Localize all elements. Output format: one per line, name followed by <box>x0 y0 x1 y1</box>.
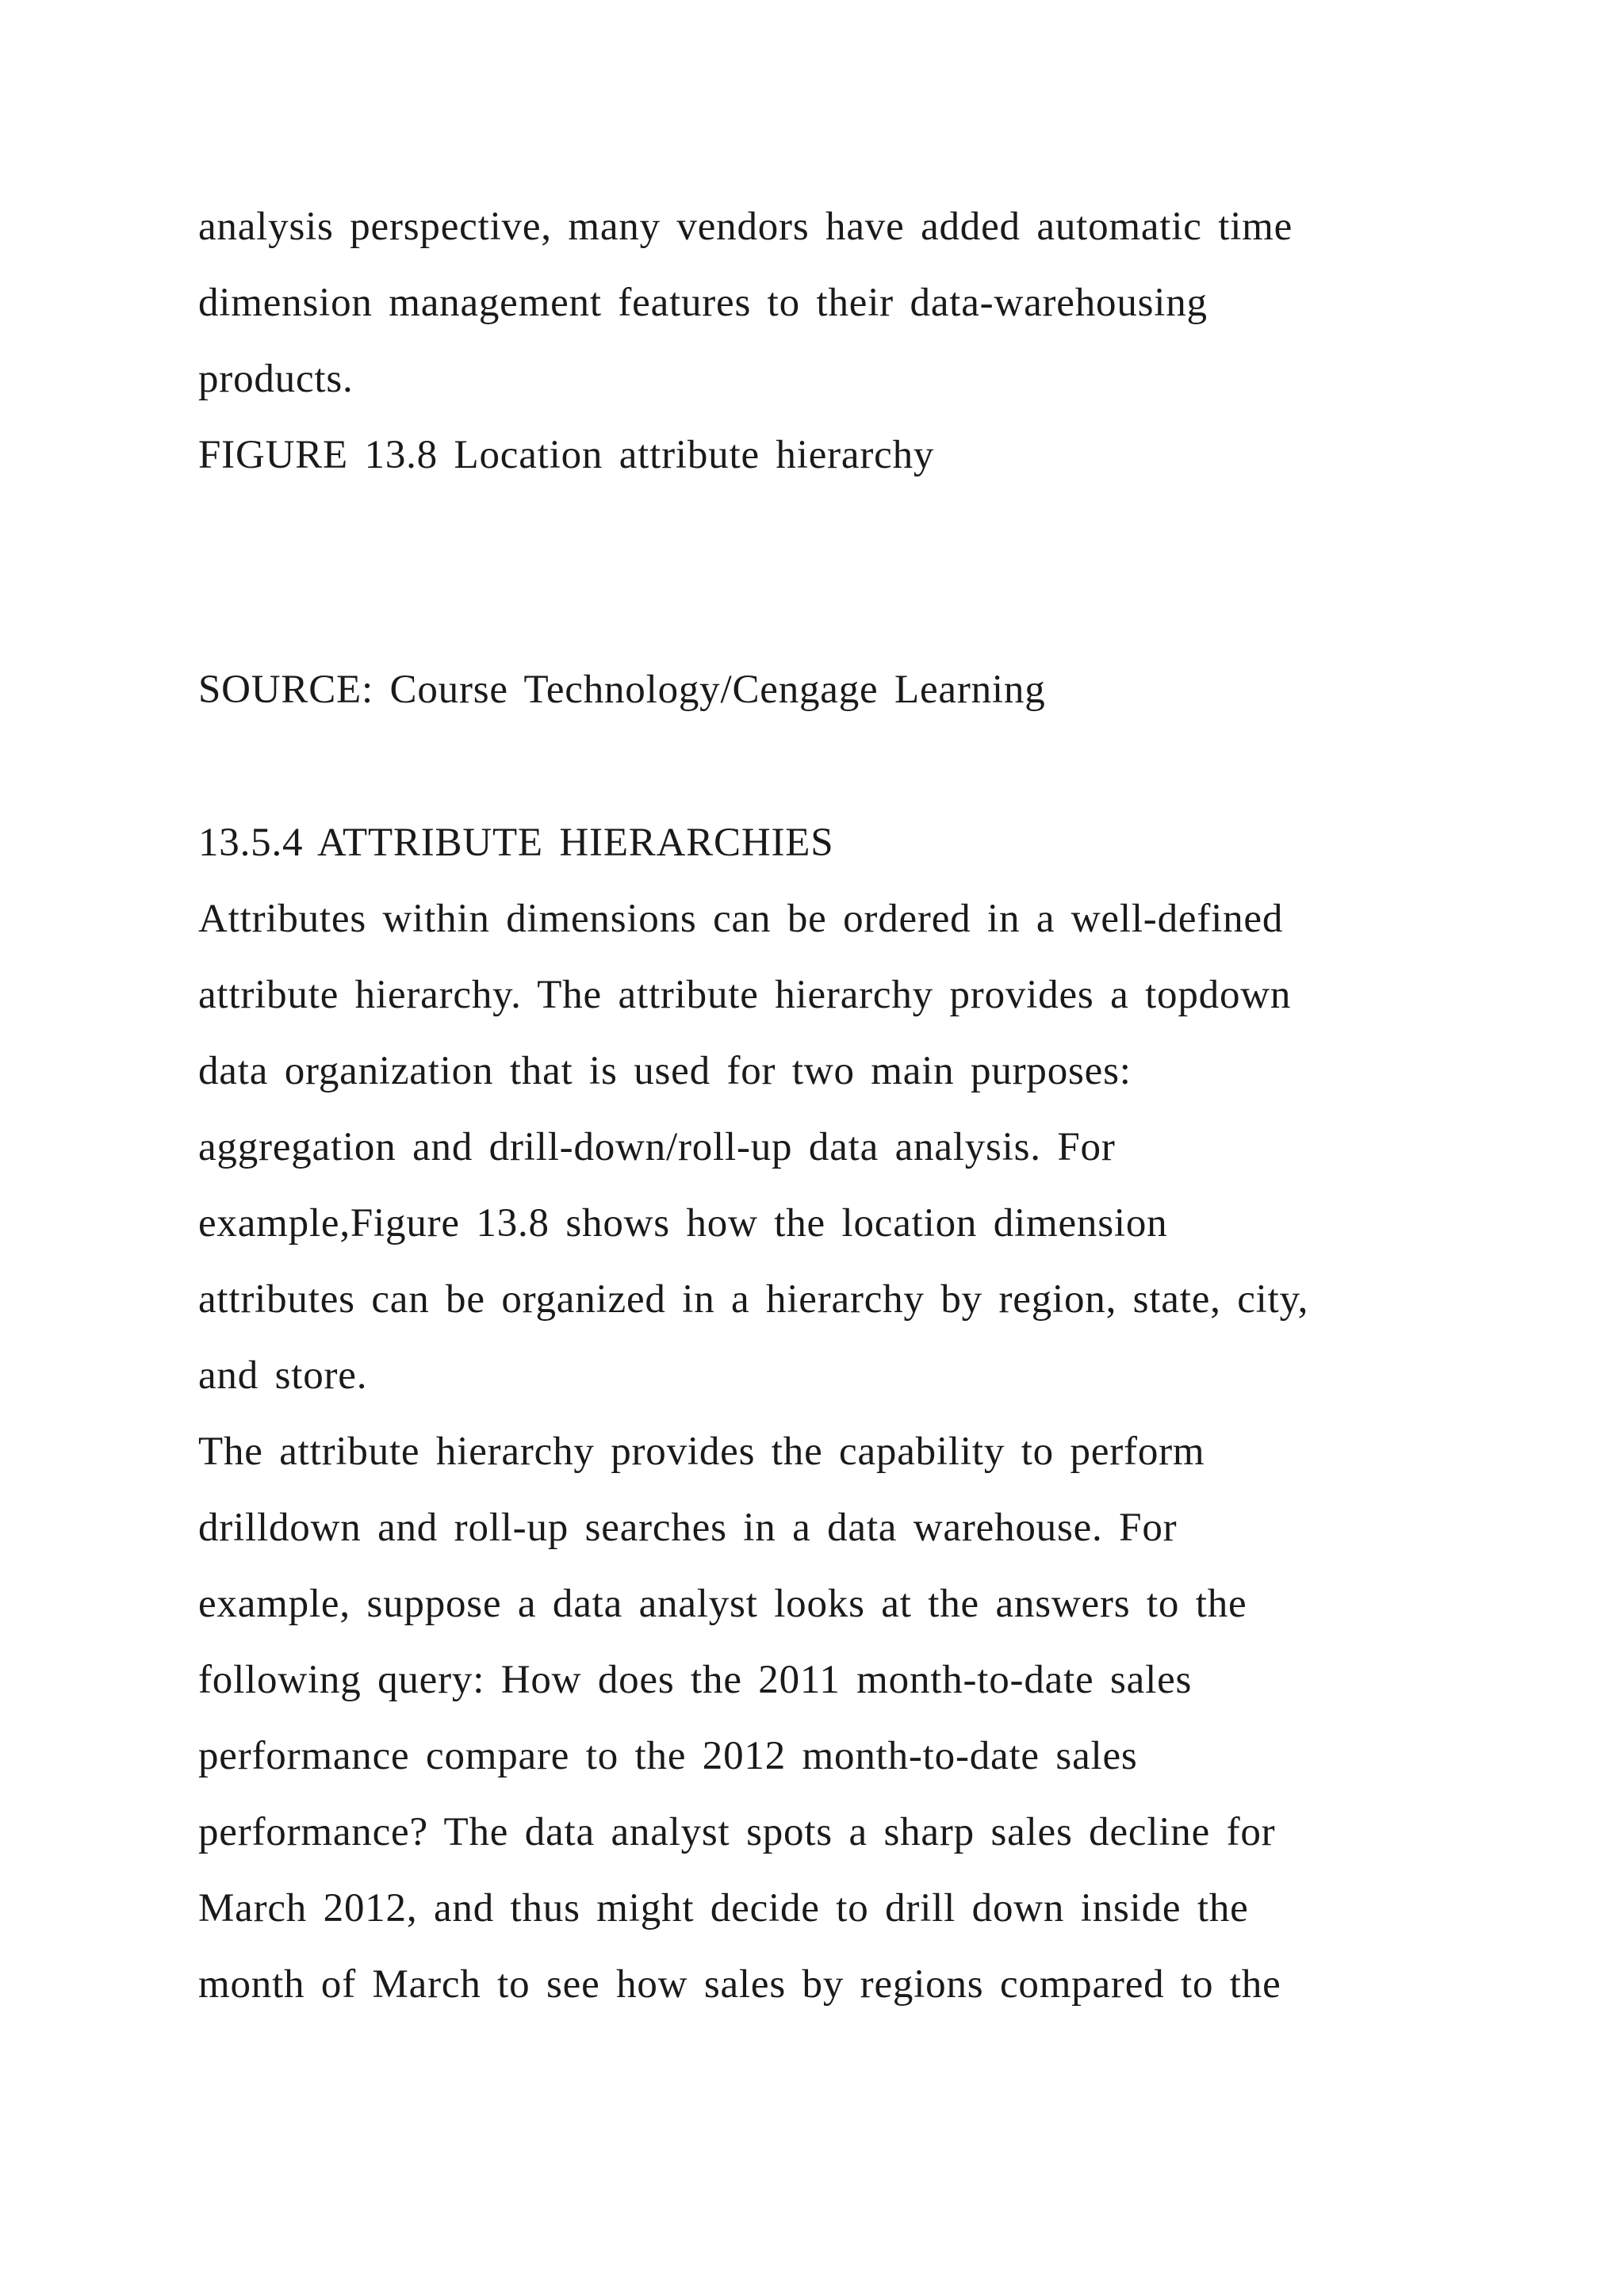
text-line: analysis perspective, many vendors have added automatic time <box>198 205 1293 249</box>
text-line: following query: How does the 2011 month-to-date sales <box>198 1658 1193 1702</box>
section-heading: 13.5.4 ATTRIBUTE HIERARCHIES <box>198 821 834 865</box>
text-line: example,Figure 13.8 shows how the location dimension <box>198 1201 1168 1246</box>
text-line: performance compare to the 2012 month-to-date sales <box>198 1734 1138 1778</box>
paragraph-1 <box>198 881 1435 1414</box>
text-line: example, suppose a data analyst looks at the answers to the <box>198 1582 1247 1626</box>
text-line: Attributes within dimensions can be ordered in a well-defined <box>198 897 1284 941</box>
text-line: March 2012, and thus might decide to drill down inside the <box>198 1886 1249 1931</box>
figure-caption: FIGURE 13.8 Location attribute hierarchy <box>198 433 935 477</box>
spacer <box>198 728 1435 805</box>
text-line: data organization that is used for two main purposes: <box>198 1049 1132 1093</box>
text-line: month of March to see how sales by regions compared to the <box>198 1962 1281 2007</box>
paragraph-2 <box>198 1414 1435 2022</box>
figure-placeholder <box>198 493 1435 652</box>
document-page <box>198 189 1435 2022</box>
text-line: dimension management features to their data-warehousing <box>198 281 1208 325</box>
text-line: performance? The data analyst spots a sharp sales decline for <box>198 1810 1276 1854</box>
text-line: The attribute hierarchy provides the capability to perform <box>198 1429 1205 1474</box>
text-line: and store. <box>198 1353 368 1398</box>
text-line: products. <box>198 357 354 401</box>
text-line: attributes can be organized in a hierarchy by region, state, city, <box>198 1277 1309 1322</box>
text-line: attribute hierarchy. The attribute hierarchy provides a topdown <box>198 973 1292 1017</box>
text-line: aggregation and drill-down/roll-up data analysis. For <box>198 1125 1116 1169</box>
source-line: SOURCE: Course Technology/Cengage Learning <box>198 668 1046 712</box>
text-line: drilldown and roll-up searches in a data warehouse. For <box>198 1506 1178 1550</box>
paragraph-intro-end <box>198 189 1435 417</box>
